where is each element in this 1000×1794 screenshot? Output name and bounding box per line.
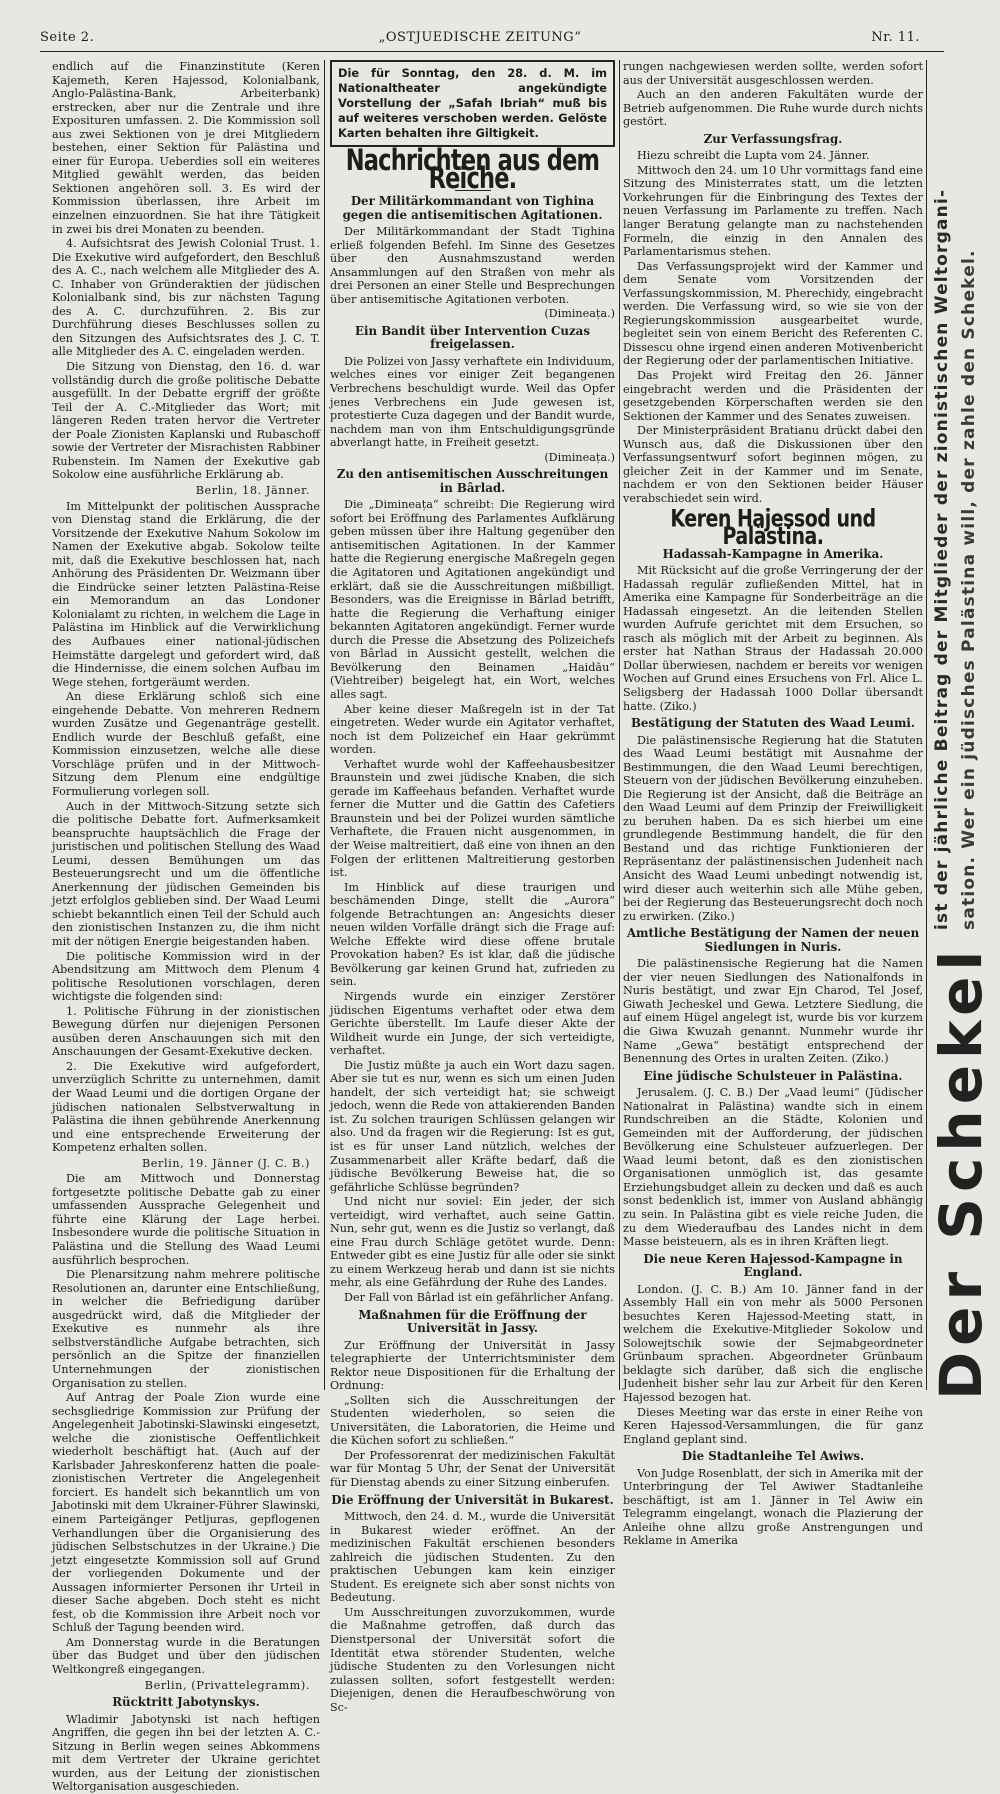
paragraph: Mittwoch, den 24. d. M., wurde die Universität in Bukarest wieder eröffnet. An der medizinischen Fakultät erschienen besonders zahlreich die jüdischen Studenten. Zu den praktischen Uebungen kam kein einziger Student. Es ereignete sich aber sonst nichts von Bedeutung. (330, 1510, 615, 1605)
paragraph: Zur Eröffnung der Universität in Jassy telegraphierte der Unterrichtsminister dem Rektor neue Dispositionen für die Erhaltung der Ordnung: (330, 1338, 615, 1393)
newspaper-title: „OSTJUEDISCHE ZEITUNG“ (378, 30, 582, 45)
paragraph: Die palästinensische Regierung hat die Namen der vier neuen Siedlungen des Nationalfonds in Nuris bestätigt, und zwar Ejn Charod, Tel Josef, Giwath Jecheskel und Gewa. Letztere Siedlung, die auf einem Hügel angelegt ist, wurde bis vor kurzem die Giwa Kwuzah genannt. Nunmehr wurde ihr Name „Gewa“ bestätigt entsprechend der Benennung des Ortes in uralten Zeiten. (Ziko.) (623, 957, 923, 1066)
paragraph: Die Justiz müßte ja auch ein Wort dazu sagen. Aber sie tut es nur, wenn es sich um einen Juden handelt, der sich verteidigt hat; sie schweigt jedoch, wenn die Rede von attakierenden Banden ist. Zu solchen traurigen Schlüssen gelangen wir also. Und da fragen wir die Regierung: Ist es gut, ist es für unser Land nützlich, welches der Zusammenarbeit aller Kräfte bedarf, daß die jüdische Bevölkerung Beweise hat, die so gefährliche Schlüsse begründen? (330, 1058, 615, 1194)
article-headline: Rücktritt Jabotynskys. (112, 1695, 260, 1710)
dateline: Berlin, 19. Jänner (J. C. B.) (141, 1156, 310, 1170)
paragraph: Auf Antrag der Poale Zion wurde eine sechsgliedrige Kommission zur Prüfung der Angelegenheit Jabotinski-Slawinski eingesetzt, welche die zionistische Oeffentlichkeit wiederholt beschäftigt hat. (Auch auf der Karlsbader Jahreskonferenz hatten die poale-zionistischen Vertreter die Angelegenheit forciert. Es handelt sich bekanntlich um von Jabotinski mit dem Ukrainer-Führer Slawinski, einem Parteigänger Petljuras, gepflogenen Verhandlungen über die Organisierung des jüdischen Selbstschutzes in der Ukraine.) Die jetzt eingesetzte Kommission soll auf Grund der vorliegenden Dokumente und der Aussagen informierter Personen ihr Urteil in dieser Sache abgeben. Doch steht es nicht fest, ob die Kommission ihre Arbeit noch vor Schluß der Tagung beenden wird. (52, 1391, 320, 1635)
paragraph: 4. Aufsichtsrat des Jewish Colonial Trust. 1. Die Exekutive wird aufgefordert, den Beschluß des A. C., nach welchem alle Mitglieder des A. C. Inhaber von Gründeraktien der jüdischen Kolonialbank sind, bis zur nächsten Tagung des A. C. durchzuführen. 2. Bis zur Durchführung dieses Beschlusses sollen zu den Sitzungen des Aufsichtsrates des J. C. T. alle Mitglieder des A. C. eingeladen werden. (52, 237, 320, 359)
article-headline: Amtliche Bestätigung der Namen der neuen Siedlungen in Nuris. (626, 926, 920, 954)
paragraph: Und nicht nur soviel: Ein jeder, der sich verteidigt, wird verhaftet, auch seine Gattin. Nun, sehr gut, wenn es die Justiz so verlangt, daß eine Frau durch Schläge getötet wurde. Denn: Entweder gibt es eine Justiz für alle oder sie sinkt zu einem Werkzeug herab und dann ist sie nichts mehr, als eine Gefährdung der Ruhe des Landes. (330, 1195, 615, 1290)
article-headline: Zur Verfassungsfrag. (703, 131, 843, 146)
article-headline: Zu den antisemitischen Ausschreitungen in Bârlad. (336, 467, 609, 495)
paragraph: Auch an den anderen Fakultäten wurde der Betrieb aufgenommen. Die Ruhe wurde durch nichts gestört. (623, 88, 923, 129)
article-headline: Hadassah-Kampagne in Amerika. (662, 546, 884, 561)
header-rule (40, 51, 944, 52)
article-headline: Die Eröffnung der Universität in Bukarest. (331, 1492, 614, 1507)
paragraph: endlich auf die Finanzinstitute (Keren Kajemeth, Keren Hajessod, Kolonialbank, Anglo-Palästina-Bank, Arbeiterbank) erstrecken, aber nur die Zentrale und ihre Exposituren umfassen. 2. Die Kommission soll aus zwei Sektionen von je drei Mitgliedern bestehen, einer Sektion für Palästina und einer für Europa. Ueberdies soll ein weiteres Mitglied gewählt werden, das beiden Sektionen angehören soll. 3. Es wird der Kommission überlassen, ihre Arbeit im einzelnen einzuordnen. Sie hat ihre Tätigkeit in zwei bis drei Monaten zu beenden. (52, 60, 320, 236)
paragraph: Die „Dimineața“ schreibt: Die Regierung wird sofort bei Eröffnung des Parlamentes Aufklärung geben müssen über ihre Haltung gegenüber den antisemitischen Agitationen. In der Kammer hatte die Regierung energische Maßregeln gegen die Agitatoren und Agitationen angekündigt und erklärt, daß sie die Ausschreitungen mißbilligt. Besonders, was die Ereignisse in Bârlad betrifft, hatte die Regierung die Verhaftung einiger bekannten Agitatoren angekündigt. Ferner wurde durch die Presse die Absetzung des Polizeichefs von Bârlad in Aussicht gestellt, welchen die Bevölkerung den Beinamen „Haidău“ (Viehtreiber) beigelegt hat, ein Wort, welches alles sagt. (330, 498, 615, 701)
paragraph: Am Donnerstag wurde in die Beratungen über das Budget und über den jüdischen Weltkongreß eingegangen. (52, 1635, 320, 1676)
paragraph: Der Militärkommandant der Stadt Tighina erließ folgenden Befehl. Im Sinne des Gesetzes über den Ausnahmszustand werden Ansammlungen auf den Straßen von mehr als drei Personen an einer Stelle und Besprechungen über antisemitische Agitationen verboten. (330, 225, 615, 306)
paragraph: Der Ministerpräsident Bratianu drückt dabei den Wunsch aus, daß die Diskussionen über den Verfassungsentwurf sofort beginnen mögen, zu gleicher Zeit in der Kammer und im Senate, nachdem er von den Sektionen beider Häuser verabschiedet sein wird. (623, 424, 923, 505)
page-number: Seite 2. (40, 30, 95, 45)
article-headline: Maßnahmen für die Eröffnung der Universität in Jassy. (358, 1307, 587, 1336)
paragraph: „Sollten sich die Ausschreitungen der Studenten wiederholen, so seien die Universitäten, die Laboratorien, die Heime und die Küchen sofort zu schließen.“ (330, 1393, 615, 1448)
issue-number: Nr. 11. (871, 30, 920, 45)
article-headline: Ein Bandit über Intervention Cuzas freigelassen. (355, 323, 590, 352)
paragraph: Die am Mittwoch und Donnerstag fortgesetzte politische Debatte gab zu einer umfassenden Aussprache Gelegenheit und führte eine Klärung der Lage herbei. Insbesondere wurde die politische Situation in Palästina und die Stellung des Waad Leumi ausführlich besprochen. (52, 1172, 320, 1267)
section-heading: Nachrichten aus dem Reiche. (345, 143, 600, 196)
paragraph: Auch in der Mittwoch-Sitzung setzte sich die politische Debatte fort. Aufmerksamkeit beanspruchte hauptsächlich die Frage der juristischen und politischen Stellung des Waad Leumi, dessen Bemühungen um das Besteuerungsrecht und um die öffentliche Anerkennung der jüdischen Gemeinden bis jetzt erfolglos geblieben sind. Der Waad Leumi schiebt bekanntlich einen Teil der Schuld auch den zionistischen Instanzen zu, die ihm nicht mit der nötigen Energie beigestanden haben. (52, 799, 320, 948)
theatre-notice-box: Die für Sonntag, den 28. d. M. im Nationaltheater angekündigte Vorstellung der „Safah Ibriah“ muß bis auf weiteres verschoben werden. Gelöste Karten behalten ihre Giltigkeit. (330, 60, 615, 147)
paragraph: Verhaftet wurde wohl der Kaffeehausbesitzer Braunstein und zwei jüdische Knaben, die sich gerade im Kaffeehaus befanden. Verhaftet wurde ferner die Mutter und die Gattin des Cafetiers Braunstein und bei der Polizei wurden sämtliche Verhaftete, die Frauen nicht ausgenommen, in der Weise maltreitiert, daß eine von ihnen an den Folgen der erlittenen Maltreitierung gestorben ist. (330, 757, 615, 880)
paragraph: Der Professorenrat der medizinischen Fakultät war für Montag 5 Uhr, der Senat der Universität für Dienstag abends zu einer Sitzung einberufen. (330, 1448, 615, 1490)
article-headline: Die Stadtanleihe Tel Awiws. (681, 1449, 865, 1464)
paragraph: Dieses Meeting war das erste in einer Reihe von Keren Hajessod-Versammlungen, die für ganz England geplant sind. (623, 1405, 923, 1446)
paragraph: An diese Erklärung schloß sich eine eingehende Debatte. Von mehreren Rednern wurden Zusätze und Gegenanträge gestellt. Endlich wurde der Beschluß gefaßt, eine Kommission einzusetzen, welche alle diese Vorschläge prüfen und in der Mittwoch-Sitzung dem Plenum eine endgültige Formulierung vorlegen soll. (52, 690, 320, 798)
schekel-banner (926, 60, 1000, 1400)
article-headline: Eine jüdische Schulsteuer in Palästina. (643, 1068, 903, 1083)
paragraph: Die Polizei von Jassy verhaftete ein Individuum, welches eines vor einiger Zeit begangenen Verbrechens beschuldigt wurde. Weil das Opfer jenes Verbrechens ein Jude gewesen ist, protestierte Cuza dagegen und der Bandit wurde, nachdem man von ihm Entschuldigungsgründe abverlangt hatte, in Freiheit gesetzt. (330, 354, 615, 450)
page-header (40, 26, 920, 48)
article-headline: Bestätigung der Statuten des Waad Leumi. (630, 716, 916, 731)
paragraph: London. (J. C. B.) Am 10. Jänner fand in der Assembly Hall ein von mehr als 5000 Personen besuchtes Keren Hajessod-Meeting statt, in welchem die Exekutive-Mitglieder Sokolow und Solowejtschik sowie der Sejmabgeordneter Grünbaum sprachen. Abgeordneter Grünbaum beklagte sich darüber, daß sich die englische Judenheit bisher sehr lau zur Arbeit für den Keren Hajessod bezogen hat. (623, 1282, 923, 1405)
paragraph: Von Judge Rosenblatt, der sich in Amerika mit der Unterbringung der Tel Awiwer Stadtanleihe beschäftigt, ist am 1. Jänner in Tel Awiw ein Telegramm eingelangt, wonach die Plazierung der Anleihe ohne allzu große Anstrengungen und Reklame in Amerika (623, 1466, 923, 1548)
paragraph: Die politische Kommission wird in der Abendsitzung am Mittwoch dem Plenum 4 politische Resolutionen vorschlagen, deren wichtigste die folgenden sind: (52, 949, 320, 1004)
column-1 (52, 60, 320, 1794)
banner-title: Der Schekel (927, 944, 995, 1400)
paragraph: Das Verfassungsprojekt wird der Kammer und dem Senate vom Vorsitzenden der Verfassungskommission, M. Pherechidy, eingebracht werden. Die Verfassung wird, so wie sie von der Regierungskommission ausgearbeitet wurde, begleitet sein von einem Bericht des Referenten C. Dissescu ohne irgend einen anderen Motivenbericht der Regierung oder der parlamentischen Initiative. (623, 259, 923, 368)
paragraph: Aber keine dieser Maßregeln ist in der Tat eingetreten. Weder wurde ein Agitator verhaftet, noch ist dem Polizeichef ein Haar gekrümmt worden. (330, 702, 615, 757)
article-headline: Der Militärkommandant von Tighina gegen die antisemitischen Agitationen. (342, 194, 603, 222)
paragraph: Im Hinblick auf diese traurigen und beschämenden Dinge, stellt die „Aurora“ folgende Betrachtungen an: Angesichts dieser neuen wilden Vorfälle drängt sich die Frage auf: Welche Effekte wird diese offene brutale Provokation haben? Es ist klar, daß die jüdische Bevölkerung gar keinen Grund hat, zufrieden zu sein. (330, 880, 615, 989)
paragraph: Mittwoch den 24. um 10 Uhr vormittags fand eine Sitzung des Ministerrates statt, um die letzten Vorkehrungen für die Einbringung des Textes der neuen Verfassung im Parlamente zu treffen. Nach langer Beratung gelangte man zu nachstehenden Formeln, die einzig in den Annalen des Parlamentarismus stehen. (623, 163, 923, 259)
paragraph: Der Fall von Bârlad ist ein gefährlicher Anfang. (344, 1291, 614, 1305)
paragraph: Jerusalem. (J. C. B.) Der „Vaad leumi“ (Jüdischer Nationalrat in Palästina) wandte sich in einem Rundschreiben an die Städte, Kolonien und Gemeinden mit der Aufforderung, der jüdischen Bevölkerung eine Schulsteuer aufzuerlegen. Der Waad leumi betont, daß es den zionistischen Organisationen unmöglich ist, das gesamte Erziehungsbudget allein zu decken und daß es auch sonst bedenklich ist, immer von Ausland abhängig zu sein. In Palästina gibt es viele reiche Juden, die zu dem Wiederaufbau des Landes nicht in dem Masse beisteuern, als es in ihren Kräften liegt. (623, 1086, 923, 1249)
banner-line-1: ist der jährliche Beitrag der Mitglieder der zionistischen Weltorgani- (932, 188, 952, 930)
paragraph: Wladimir Jabotynski ist nach heftigen Angriffen, die gegen ihn bei der letzten A. C.-Sitzung in Berlin wegen seines Abkommens mit dem Vertreter der Ukraine gerichtet wurden, aus der Leitung der zionistischen Weltorganisation ausgeschieden. (52, 1712, 320, 1794)
article-headline: Die neue Keren Hajessod-Kampagne in England. (643, 1251, 903, 1280)
section-heading: Keren Hajessod und Palästina. (670, 505, 876, 551)
paragraph: rungen nachgewiesen werden sollte, werden sofort aus der Universität ausgeschlossen werden. (623, 60, 923, 87)
paragraph: Das Projekt wird Freitag den 26. Jänner eingebracht werden und die Präsidenten der gesetzgebenden Körperschaften werden sie den Sektionen der Kammer und des Senates zuweisen. (623, 368, 923, 423)
paragraph: 2. Die Exekutive wird aufgefordert, unverzüglich Schritte zu unternehmen, damit der Waad Leumi und die dortigen Organe der jüdischen nationalen Selbstverwaltung in Palästina die ihnen gebührende Anerkennung und eine entsprechende Erweiterung der Kompetenz erhalten sollen. (52, 1059, 320, 1155)
source-credit: (Dimineața.) (544, 307, 615, 321)
banner-line-2: sation. Wer ein jüdisches Palästina will, der zahle den Schekel. (959, 249, 979, 930)
paragraph: 1. Politische Führung in der zionistischen Bewegung dürfen nur diejenigen Personen ausüben deren Anschauungen sich mit den Anschauungen der Gesamt-Exekutive decken. (52, 1004, 320, 1059)
dateline: Berlin, (Privattelegramm). (144, 1678, 310, 1692)
paragraph: Nirgends wurde ein einziger Zerstörer jüdischen Eigentums verhaftet oder etwa dem Gerichte überstellt. Im Laufe dieser Akte der Wildheit wurde ein Junge, der sich verteidigte, verhaftet. (330, 989, 615, 1058)
paragraph: Hiezu schreibt die Lupta vom 24. Jänner. (637, 149, 870, 163)
column-2 (330, 60, 615, 1714)
column-3 (623, 60, 923, 1548)
column-rule (619, 60, 620, 1390)
schekel-banner-text (926, 60, 1000, 1400)
paragraph: Im Mittelpunkt der politischen Aussprache von Dienstag stand die Erklärung, die der Vorsitzende der Exekutive Nahum Sokolow im Namen der Exekutive abgab. Sokolow teilte mit, daß die Exekutive beschlossen hat, nach Anhörung des Präsidenten Dr. Weizmann über die Eindrücke seiner letzten Palästina-Reise ein Memorandum an das Londoner Kolonialamt zu richten, in welchem die Lage in Palästina im Hinblick auf die Verwirklichung des Aufbaues einer national-jüdischen Heimstätte dargelegt und gefordert wird, daß die Hindernisse, die einem solchen Aufbau im Wege stehen, fortgeräumt werden. (52, 499, 320, 689)
column-rule (324, 60, 325, 1390)
source-credit: (Dimineața.) (544, 450, 615, 464)
dateline: Berlin, 18. Jänner. (195, 483, 310, 497)
paragraph: Mit Rücksicht auf die große Verringerung der der Hadassah regulär zufließenden Mittel, hat in Amerika eine Kampagne für Sonderbeiträge an die Hadassah eingesetzt. An die leitenden Stellen wurden Aufrufe gerichtet mit dem Ersuchen, so rasch als möglich mit der Arbeit zu beginnen. Als erster hat Nathan Straus der Hadassah 20.000 Dollar überwiesen, nachdem er bereits vor wenigen Wochen auf Grund eines Ersuchens von Frl. Alice L. Seligsberg der Hadassah 1000 Dollar übersandt hatte. (Ziko.) (623, 564, 923, 713)
paragraph: Um Ausschreitungen zuvorzukommen, wurde die Maßnahme getroffen, daß durch das Dienstpersonal der Universität sofort die Identität etwa störender Studenten, welche jüdische Studenten zu den Vorlesungen nicht zulassen sollten, sofort festgestellt werden: Diejenigen, denen die Heraufbeschwörung von Sc- (330, 1605, 615, 1714)
paragraph: Die Plenarsitzung nahm mehrere politische Resolutionen an, darunter eine Entschließung, in welcher die Befriedigung darüber ausgedrückt wird, daß die Mitglieder der Exekutive es nunmehr als ihre selbstverständliche Aufgabe betrachten, sich persönlich an die Spitze der finanziellen Unternehmungen der zionistischen Organisation zu stellen. (52, 1268, 320, 1390)
paragraph: Die palästinensische Regierung hat die Statuten des Waad Leumi bestätigt mit Ausnahme der Bestimmungen, die den Waad Leumi berechtigen, Steuern von der jüdischen Bevölkerung einzuheben. Die Regierung ist der Ansicht, daß die Beiträge an den Waad Leumi auf dem Prinzip der Freiwilligkeit zu beruhen haben. Da es sich hierbei um eine grundlegende Bestimmung handelt, die für den Bestand und das richtige Funktionieren der Repräsentanz der palästinensischen Judenheit nach Ansicht des Waad Leumi unbedingt notwendig ist, wird dieser auch weiterhin sich alle Mühe geben, bei der Regierung das Besteuerungsrecht doch noch zu erwirken. (Ziko.) (623, 733, 923, 923)
paragraph: Die Sitzung von Dienstag, den 16. d. war vollständig durch die große politische Debatte ausgefüllt. In der Debatte ergriff der größte Teil der A. C.-Mitglieder das Wort; mit längeren Reden traten hervor die Vertreter der Poale Zionisten Kaplanski und Rubaschoff sowie der Vertreter der Misrachisten Rabbiner Rubenstein. Im Namen der Exekutive gab Sokolow eine ausführliche Erklärung ab. (52, 360, 320, 482)
